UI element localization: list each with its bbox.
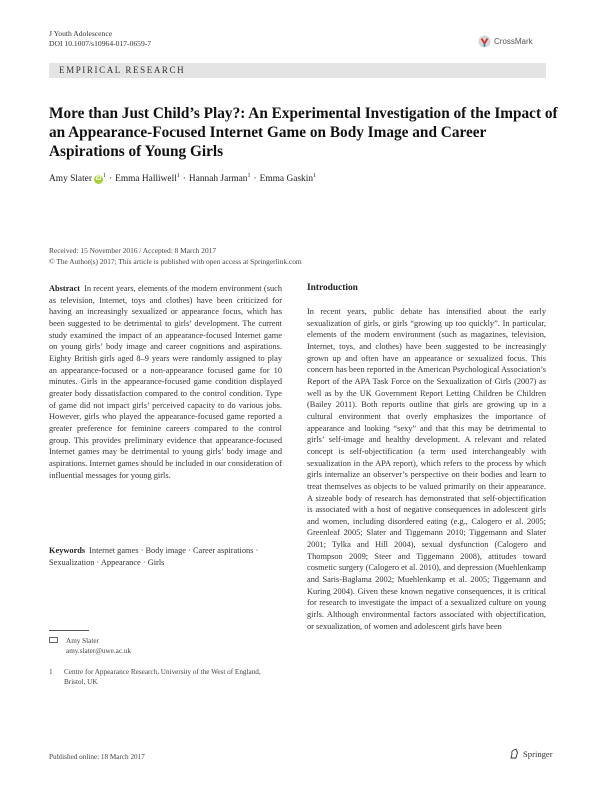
section-heading-introduction: Introduction xyxy=(307,283,358,293)
author-affil: 1 xyxy=(313,172,317,179)
crossmark-icon xyxy=(478,35,491,48)
journal-name: J Youth Adolescence xyxy=(49,29,113,38)
doi-link[interactable]: DOI 10.1007/s10964-017-0659-7 xyxy=(49,39,152,48)
author-name[interactable]: Emma Gaskin xyxy=(259,174,314,184)
author-separator: · xyxy=(253,174,257,184)
affiliation xyxy=(49,668,282,687)
footnote-rule xyxy=(49,630,89,631)
journal-header xyxy=(49,29,151,49)
keywords xyxy=(49,545,282,568)
affiliation-number: 1 xyxy=(49,668,53,676)
abstract-text: In recent years, elements of the modern environment (such as television, Internet, toys and clothes) have been criticized for having an increasingly sexualized or appearance focus, which has been suggested to be detrimental to girls’ development. The current study examined the impact of an appearance-focused Internet game on young girls’ body image and career cognitions and aspirations. Eighty British girls aged 8–9 years were randomly assigned to play an appearance-focused or a non-appearance focused game for 10 minutes. Girls in the appearance-focused game condition displayed greater body dissatisfaction compared to the control condition. Type of game did not impact girls’ perceived capacity to do various jobs. However, girls who played the appearance-focused game reported a greater preference for feminine careers compared to the control group. This provides preliminary evidence that appearance-focused Internet games may be detrimental to young girls’ body image and aspirations. Internet games should be included in our consideration of influential messages for young girls. xyxy=(49,284,282,480)
correspondence-name: Amy Slater xyxy=(66,637,99,645)
author-affil: 1 xyxy=(102,172,106,179)
published-online: Published online: 18 March 2017 xyxy=(49,753,145,761)
author-affil: 1 xyxy=(247,172,251,179)
affiliation-text: Centre for Appearance Research, University of the West of England, Bristol, UK xyxy=(64,668,261,686)
crossmark-label: CrossMark xyxy=(494,37,533,46)
article-history xyxy=(49,245,302,267)
publisher-logo[interactable] xyxy=(508,748,553,760)
copyright-notice: © The Author(s) 2017; This article is published with open access at Springerlink.com xyxy=(49,257,302,266)
crossmark-badge[interactable] xyxy=(478,35,533,48)
received-date: Received: 15 November 2016 / Accepted: 8 March 2017 xyxy=(49,246,217,255)
author-name[interactable]: Emma Halliwell xyxy=(115,174,177,184)
abstract-label: Abstract xyxy=(49,284,81,293)
orcid-icon[interactable]: iD xyxy=(95,176,102,182)
section-label: EMPIRICAL RESEARCH xyxy=(59,65,186,75)
envelope-icon xyxy=(49,637,58,643)
abstract xyxy=(49,283,282,481)
keywords-label: Keywords xyxy=(49,546,86,555)
correspondence-email[interactable]: amy.slater@uwe.ac.uk xyxy=(66,646,132,655)
author-list xyxy=(49,173,316,186)
introduction-text: In recent years, public debate has intensified about the early sexualization of girls, or girls “growing up too quickly”. In particular, elements of the modern environment (such as magazines, television, Internet, toys, and clothes) have been suggested to be increasingly grown up and often have an appearance or sexualized focus. This concern has been reported in the American Psychological Association’s Report of the APA Task Force on the Sexualization of Girls (2007) as well as by the UK Government Report Letting Children be Children (Bailey 2011). Both reports outline that girls are growing up in a cultural environment that overly emphasizes the importance of appearance and looking “sexy” and that this may be detrimental to girls’ self-image and healthy development. A relevant and related concept is self-objectification (a term used interchangeably with sexualization in the APA report), which refers to the process by which girls internalize an observer’s perspective on their bodies and learn to treat themselves as objects to be valued primarily on their appearance. A sizeable body of research has demonstrated that self-objectification is associated with a host of negative consequences in adolescent girls and women, including disordered eating (e.g., Calogero et al. 2005; Greenleaf 2005; Slater and Tiggemann 2010; Tiggemann and Slater 2001; Tylka and Hill 2004), sexual dysfunction (Calogero and Thompson 2009; Steer and Tiggemann 2008), attitudes toward cosmetic surgery (Calogero et al. 2010), and depression (Muehlenkamp and Saris-Baglama 2002; Muehlenkamp et al. 2005; Tiggemann and Kuring 2004). Given these known negative consequences, it is critical for research to investigate the impact of a sexualized culture on young girls. Although environmental factors associated with objectification, or sexualization, of women and adolescent girls have been xyxy=(307,307,546,631)
author-name[interactable]: Amy Slater xyxy=(49,174,92,184)
author-separator: · xyxy=(108,174,113,184)
author-separator: · xyxy=(182,174,186,184)
springer-horse-icon xyxy=(508,748,520,760)
keywords-text: Internet games · Body image · Career aspirations · Sexualization · Appearance · Girls xyxy=(49,546,259,567)
author-affil: 1 xyxy=(176,172,180,179)
section-banner xyxy=(49,63,546,78)
publisher-name: Springer xyxy=(523,749,553,759)
author-name[interactable]: Hannah Jarman xyxy=(188,174,248,184)
correspondence xyxy=(49,637,131,656)
article-title: More than Just Child’s Play?: An Experimental Investigation of the Impact of an Appearance-Focused Internet Game on Body Image and Career Aspirations of Young Girls xyxy=(49,105,558,161)
